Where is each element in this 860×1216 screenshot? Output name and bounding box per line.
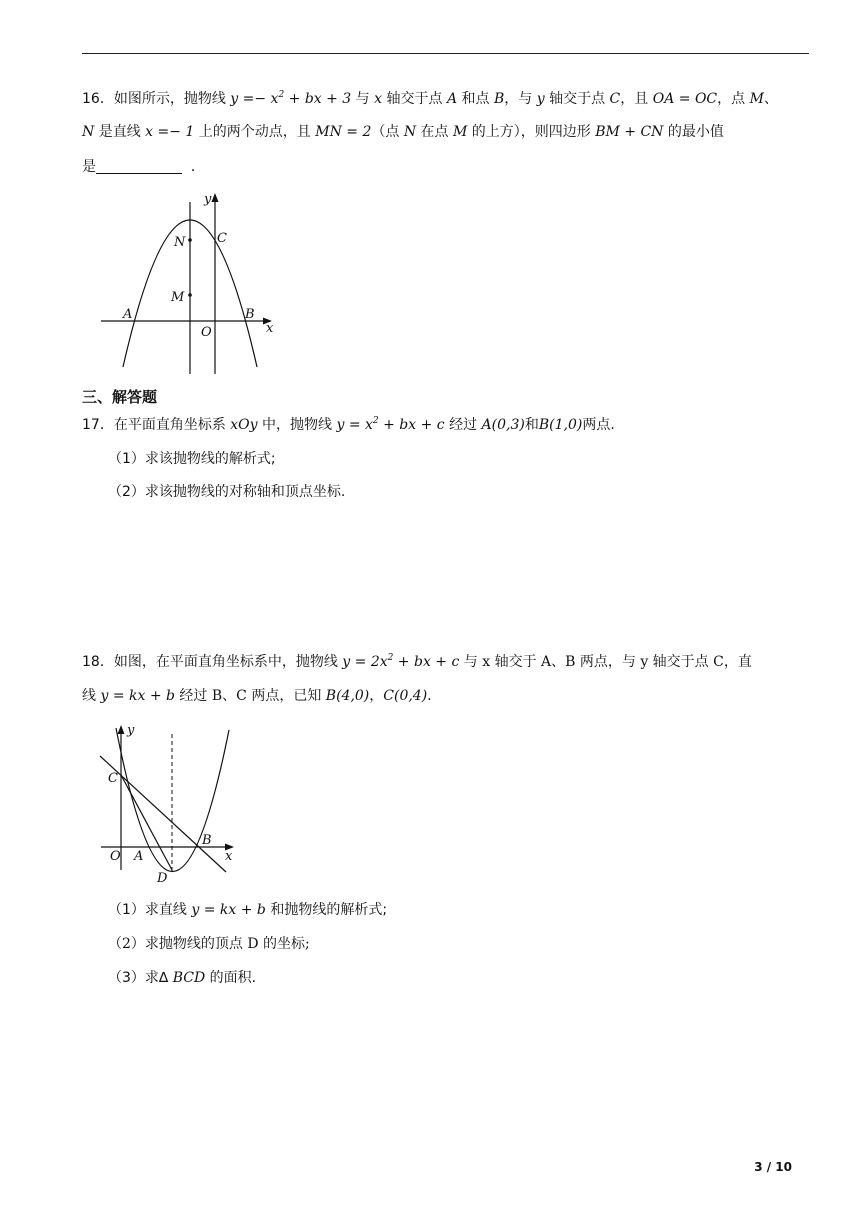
fig16-label-m: M	[171, 290, 185, 305]
q16-text: 是	[82, 159, 96, 175]
fig16-label-x: x	[266, 321, 274, 336]
q18-part3-text: 的面积.	[209, 970, 257, 986]
segment-cd	[121, 775, 172, 870]
q16-line-2	[82, 122, 724, 142]
q16-text: （点	[371, 124, 400, 140]
q16-oa-oc: OA = OC	[652, 91, 718, 107]
q16-text: ，与	[504, 91, 533, 107]
q18-part3-text: （3）求∆	[108, 970, 169, 986]
q18-eq-base: y = 2x	[342, 654, 388, 670]
answer-blank[interactable]	[96, 159, 182, 174]
q16-line-eq: x =− 1	[145, 124, 195, 140]
q16-eq-base: y =− x	[230, 91, 279, 107]
q16-mn-eq: MN = 2	[315, 124, 372, 140]
q17-part-2: （2）求该抛物线的对称轴和顶点坐标.	[108, 484, 346, 500]
q16-var-x: x	[374, 91, 383, 107]
q16-eq-tail: + bx + 3	[284, 91, 352, 107]
q16-var-a: A	[446, 91, 458, 107]
q16-var-n: N	[82, 124, 95, 140]
q16-text: 在点	[420, 124, 449, 140]
q17-eq-sup: 2	[372, 416, 379, 426]
q17-text: 经过	[449, 417, 478, 433]
q16-text: 的最小值	[667, 124, 724, 140]
q17-part-1: （1）求该抛物线的解析式;	[108, 451, 276, 467]
point-m	[188, 293, 192, 297]
q18-part2-text: （2）求抛物线的顶点 D 的坐标;	[108, 936, 310, 952]
q18-text: 与 x 轴交于 A、B 两点，与 y 轴交于点 C，直	[463, 654, 752, 670]
q18-part-3	[108, 968, 256, 988]
q18-part3-triangle: BCD	[172, 970, 206, 986]
fig16-label-y: y	[204, 192, 212, 207]
q16-var-m: M	[452, 124, 468, 140]
q18-line-1	[82, 652, 752, 672]
fig18-label-y: y	[127, 723, 135, 738]
q16-text: ，且	[620, 91, 649, 107]
q16-text: 、	[763, 91, 778, 107]
q16-text: 的上方），则四边形	[471, 124, 591, 140]
q18-eq-tail: + bx + c	[393, 654, 460, 670]
fig18-label-d: D	[157, 871, 168, 886]
fig18-label-x: x	[225, 849, 233, 864]
q16-line-1	[82, 89, 778, 109]
header-rule	[82, 53, 809, 54]
section-heading: 三、解答题	[82, 388, 158, 406]
q18-figure	[96, 718, 246, 888]
q18-point-c: C(0,4)	[383, 688, 428, 704]
q16-text: 与	[355, 91, 370, 107]
q17-text: 两点.	[582, 417, 615, 433]
fig16-label-c: C	[217, 231, 227, 246]
fig18-label-b: B	[202, 833, 212, 848]
q18-point-b: B(4,0)	[325, 688, 370, 704]
q16-eq-sup: 2	[278, 90, 285, 100]
q18-part1-text: （1）求直线	[108, 902, 187, 918]
fig16-label-b: B	[245, 307, 255, 322]
point-n	[188, 238, 192, 242]
q17-equation	[336, 417, 444, 433]
q18-text: .	[427, 688, 432, 704]
q16-intro: 16．如图所示，抛物线	[82, 91, 226, 107]
q16-sum-expr: BM + CN	[595, 124, 664, 140]
q17-xoy: xOy	[230, 417, 258, 433]
q17-point-a: A(0,3)	[481, 417, 525, 433]
q18-part-1	[108, 900, 387, 920]
q18-text: 经过 B、C 两点，已知	[179, 688, 322, 704]
q17-text: 和	[524, 417, 539, 433]
q18-part1-text: 和抛物线的解析式;	[270, 902, 388, 918]
q16-var-c: C	[609, 91, 621, 107]
fig16-label-a: A	[123, 307, 133, 322]
q18-eq-sup: 2	[387, 653, 394, 663]
q16-text: 上的两个动点，且	[198, 124, 311, 140]
q18-line-eq: y = kx + b	[100, 688, 175, 704]
q17-eq-base: y = x	[336, 417, 373, 433]
q16-equation	[230, 91, 351, 107]
q17-eq-tail: + bx + c	[378, 417, 445, 433]
q18-part1-eq: y = kx + b	[191, 902, 266, 918]
page-number: 3 / 10	[754, 1160, 792, 1174]
y-axis-arrow	[212, 193, 219, 202]
q18-intro: 18．如图，在平面直角坐标系中，抛物线	[82, 654, 338, 670]
y-axis-arrow	[118, 725, 125, 734]
q16-var-b: B	[493, 91, 505, 107]
q16-text: 是直线	[98, 124, 141, 140]
q17-line-1	[82, 415, 615, 435]
q16-text: 轴交于点	[549, 91, 606, 107]
q18-part-2	[108, 934, 310, 954]
q16-var-y: y	[536, 91, 545, 107]
q16-var-n: N	[403, 124, 417, 140]
q16-text: ．	[190, 159, 205, 175]
fig18-label-a: A	[134, 849, 144, 864]
q16-figure	[96, 188, 286, 378]
q18-text: ，	[369, 688, 384, 704]
fig16-label-o: O	[201, 325, 212, 340]
q18-text: 线	[82, 688, 96, 704]
q17-point-b: B(1,0)	[538, 417, 583, 433]
fig18-label-o: O	[110, 849, 121, 864]
q18-line-2	[82, 686, 432, 706]
q16-line-3	[82, 157, 205, 177]
q17-text: 中，抛物线	[262, 417, 333, 433]
fig18-label-c: C	[108, 771, 118, 786]
q17-intro: 17．在平面直角坐标系	[82, 417, 226, 433]
q16-text: 轴交于点	[386, 91, 443, 107]
fig16-label-n: N	[174, 235, 186, 250]
q16-var-m: M	[749, 91, 764, 107]
q16-text: 和点	[461, 91, 490, 107]
q16-text: ，点	[717, 91, 746, 107]
q18-equation	[342, 654, 459, 670]
